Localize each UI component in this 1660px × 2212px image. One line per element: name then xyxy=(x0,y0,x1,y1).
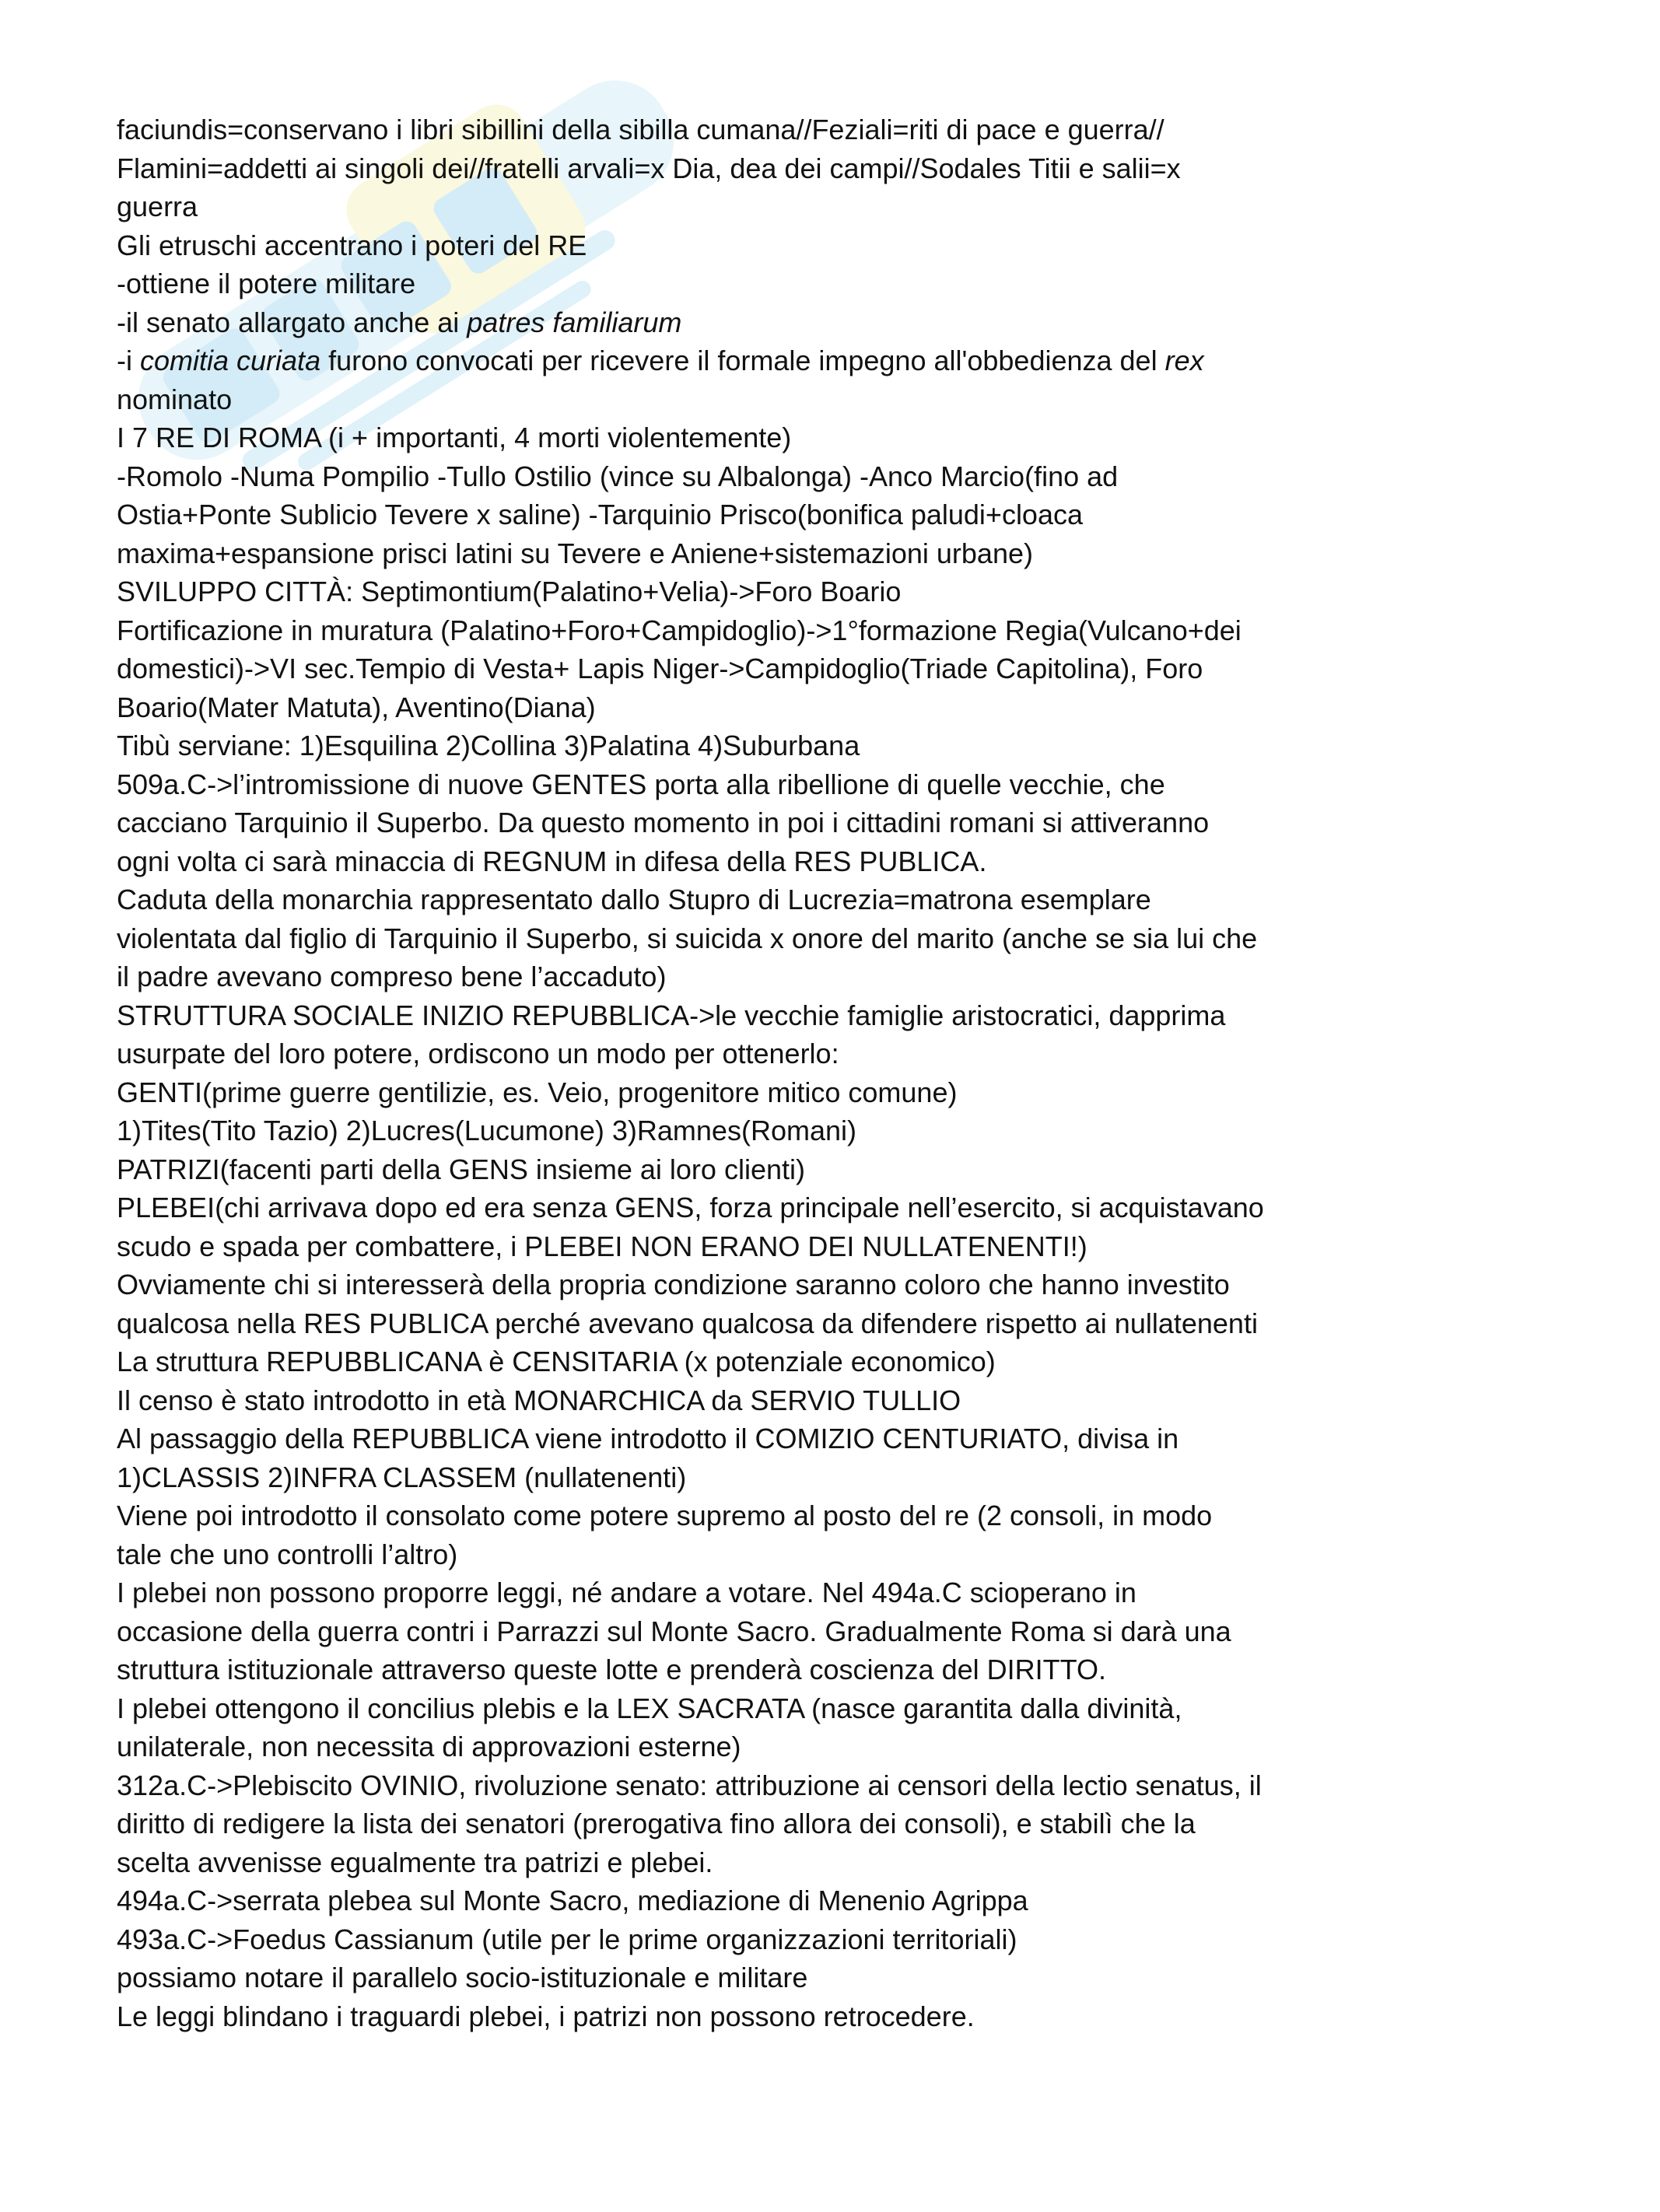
text-segment: Boario(Mater Matuta), Aventino(Diana) xyxy=(117,691,596,723)
text-segment: ogni volta ci sarà minaccia di REGNUM in difesa della RES PUBLICA. xyxy=(117,845,987,877)
text-segment: qualcosa nella RES PUBLICA perché avevano qualcosa da difendere rispetto ai nullatenenti xyxy=(117,1307,1258,1339)
text-segment: I plebei ottengono il concilius plebis e la LEX SACRATA (nasce garantita dalla divinità, xyxy=(117,1692,1182,1724)
text-segment: cacciano Tarquinio il Superbo. Da questo momento in poi i cittadini romani si attiveranno xyxy=(117,807,1210,838)
text-segment: faciundis=conservano i libri sibillini della sibilla cumana//Feziali=riti di pace e guerra// xyxy=(117,114,1164,145)
text-line xyxy=(117,572,1579,611)
text-line xyxy=(117,341,1579,380)
text-line xyxy=(117,765,1579,804)
text-segment: 494a.C->serrata plebea sul Monte Sacro, mediazione di Menenio Agrippa xyxy=(117,1885,1028,1916)
italic-term: patres familiarum xyxy=(467,306,682,338)
text-line xyxy=(117,996,1579,1035)
text-line xyxy=(117,1920,1579,1959)
text-line xyxy=(117,957,1579,996)
text-segment: Ovviamente chi si interesserà della propria condizione saranno coloro che hanno investito xyxy=(117,1269,1230,1300)
text-line xyxy=(117,110,1579,149)
text-segment: Caduta della monarchia rappresentato dallo Stupro di Lucrezia=matrona esemplare xyxy=(117,884,1151,915)
text-segment: -ottiene il potere militare xyxy=(117,268,416,299)
text-segment: STRUTTURA SOCIALE INIZIO REPUBBLICA->le vecchie famiglie aristocratici, dapprima xyxy=(117,999,1226,1031)
text-segment: occasione della guerra contri i Parrazzi sul Monte Sacro. Gradualmente Roma si darà una xyxy=(117,1615,1231,1647)
text-line xyxy=(117,1150,1579,1189)
text-line xyxy=(117,534,1579,573)
text-line xyxy=(117,919,1579,958)
text-line xyxy=(117,611,1579,650)
text-segment: La struttura REPUBBLICANA è CENSITARIA (x potenziale economico) xyxy=(117,1346,996,1377)
text-line xyxy=(117,495,1579,534)
text-segment: il padre avevano compreso bene l’accaduto) xyxy=(117,961,667,992)
text-segment: tale che uno controlli l’altro) xyxy=(117,1538,458,1570)
text-line xyxy=(117,1997,1579,2036)
text-line xyxy=(117,1227,1579,1266)
text-segment: furono convocati per ricevere il formale impegno all'obbedienza del xyxy=(320,345,1165,376)
text-segment: Fortificazione in muratura (Palatino+Foro+Campidoglio)->1°formazione Regia(Vulcano+dei xyxy=(117,614,1241,646)
text-segment: nominato xyxy=(117,383,233,415)
text-segment: guerra xyxy=(117,191,198,222)
text-segment: Il censo è stato introdotto in età MONARCHICA da SERVIO TULLIO xyxy=(117,1384,961,1416)
text-segment: Le leggi blindano i traguardi plebei, i patrizi non possono retrocedere. xyxy=(117,2000,975,2032)
text-segment: PLEBEI(chi arrivava dopo ed era senza GENS, forza principale nell’esercito, si acquistavano xyxy=(117,1192,1264,1223)
text-line xyxy=(117,226,1579,265)
text-line xyxy=(117,1650,1579,1689)
text-line xyxy=(117,1342,1579,1381)
text-line xyxy=(117,1188,1579,1227)
text-segment: 509a.C->l’intromissione di nuove GENTES porta alla ribellione di quelle vecchie, che xyxy=(117,768,1165,800)
text-segment: -Romolo -Numa Pompilio -Tullo Ostilio (vince su Albalonga) -Anco Marcio(fino ad xyxy=(117,460,1119,492)
text-line xyxy=(117,1689,1579,1728)
text-line xyxy=(117,1804,1579,1843)
text-segment: scudo e spada per combattere, i PLEBEI NON ERANO DEI NULLATENENTI!) xyxy=(117,1230,1087,1262)
text-line xyxy=(117,303,1579,342)
text-segment: GENTI(prime guerre gentilizie, es. Veio, progenitore mitico comune) xyxy=(117,1076,958,1108)
text-segment: diritto di redigere la lista dei senatori (prerogativa fino allora dei consoli), e stabilì che la xyxy=(117,1808,1196,1839)
text-segment: 493a.C->Foedus Cassianum (utile per le prime organizzazioni territoriali) xyxy=(117,1923,1017,1955)
text-segment: Al passaggio della REPUBBLICA viene introdotto il COMIZIO CENTURIATO, divisa in xyxy=(117,1423,1179,1454)
text-segment: PATRIZI(facenti parti della GENS insieme ai loro clienti) xyxy=(117,1153,805,1185)
text-line xyxy=(117,726,1579,765)
text-segment: 1)CLASSIS 2)INFRA CLASSEM (nullatenenti) xyxy=(117,1461,687,1493)
text-line xyxy=(117,418,1579,457)
text-line xyxy=(117,1535,1579,1574)
text-line xyxy=(117,1496,1579,1535)
italic-term: rex xyxy=(1164,345,1204,376)
text-segment: violentata dal figlio di Tarquinio il Superbo, si suicida x onore del marito (anche se sia lui che xyxy=(117,922,1258,954)
text-line xyxy=(117,1073,1579,1112)
text-segment: Tibù serviane: 1)Esquilina 2)Collina 3)Palatina 4)Suburbana xyxy=(117,730,860,761)
text-line xyxy=(117,1458,1579,1497)
text-line xyxy=(117,187,1579,226)
text-segment: I plebei non possono proporre leggi, né andare a votare. Nel 494a.C scioperano in xyxy=(117,1577,1136,1608)
italic-term: comitia curiata xyxy=(140,345,321,376)
text-segment: maxima+espansione prisci latini su Tevere e Aniene+sistemazioni urbane) xyxy=(117,537,1033,569)
text-line xyxy=(117,649,1579,688)
text-segment: Ostia+Ponte Sublicio Tevere x saline) -Tarquinio Prisco(bonifica paludi+cloaca xyxy=(117,499,1083,530)
text-segment: Gli etruschi accentrano i poteri del RE xyxy=(117,229,587,261)
text-line xyxy=(117,1265,1579,1304)
text-line xyxy=(117,842,1579,881)
text-line xyxy=(117,149,1579,188)
document-body xyxy=(117,110,1579,2035)
text-segment: Viene poi introdotto il consolato come potere supremo al posto del re (2 consoli, in modo xyxy=(117,1500,1213,1531)
text-segment: usurpate del loro potere, ordiscono un modo per ottenerlo: xyxy=(117,1038,839,1069)
text-line xyxy=(117,1727,1579,1766)
text-segment: unilaterale, non necessita di approvazioni esterne) xyxy=(117,1731,741,1762)
text-line xyxy=(117,1612,1579,1651)
text-line xyxy=(117,1958,1579,1997)
text-line xyxy=(117,1573,1579,1612)
text-line xyxy=(117,803,1579,842)
text-line xyxy=(117,264,1579,303)
text-line xyxy=(117,1381,1579,1420)
text-line xyxy=(117,380,1579,419)
text-line xyxy=(117,1766,1579,1805)
text-line xyxy=(117,880,1579,919)
text-segment: possiamo notare il parallelo socio-istituzionale e militare xyxy=(117,1962,808,1993)
text-segment: 1)Tites(Tito Tazio) 2)Lucres(Lucumone) 3)Ramnes(Romani) xyxy=(117,1115,856,1146)
text-line xyxy=(117,1111,1579,1150)
text-line xyxy=(117,1881,1579,1920)
text-segment: domestici)->VI sec.Tempio di Vesta+ Lapis Niger->Campidoglio(Triade Capitolina), Foro xyxy=(117,653,1203,684)
text-line xyxy=(117,1034,1579,1073)
text-segment: -i xyxy=(117,345,140,376)
text-segment: Flamini=addetti ai singoli dei//fratelli arvali=x Dia, dea dei campi//Sodales Titii e salii=x xyxy=(117,152,1181,184)
text-line xyxy=(117,688,1579,727)
text-segment: SVILUPPO CITTÀ: Septimontium(Palatino+Velia)->Foro Boario xyxy=(117,576,902,607)
text-line xyxy=(117,1419,1579,1458)
text-segment: scelta avvenisse egualmente tra patrizi e plebei. xyxy=(117,1846,713,1878)
text-segment: 312a.C->Plebiscito OVINIO, rivoluzione senato: attribuzione ai censori della lectio senatus, il xyxy=(117,1769,1262,1801)
text-segment: I 7 RE DI ROMA (i + importanti, 4 morti violentemente) xyxy=(117,422,792,453)
text-segment: -il senato allargato anche ai xyxy=(117,306,468,338)
text-line xyxy=(117,457,1579,496)
text-line xyxy=(117,1304,1579,1343)
text-segment: struttura istituzionale attraverso queste lotte e prenderà coscienza del DIRITTO. xyxy=(117,1654,1106,1685)
text-line xyxy=(117,1843,1579,1882)
